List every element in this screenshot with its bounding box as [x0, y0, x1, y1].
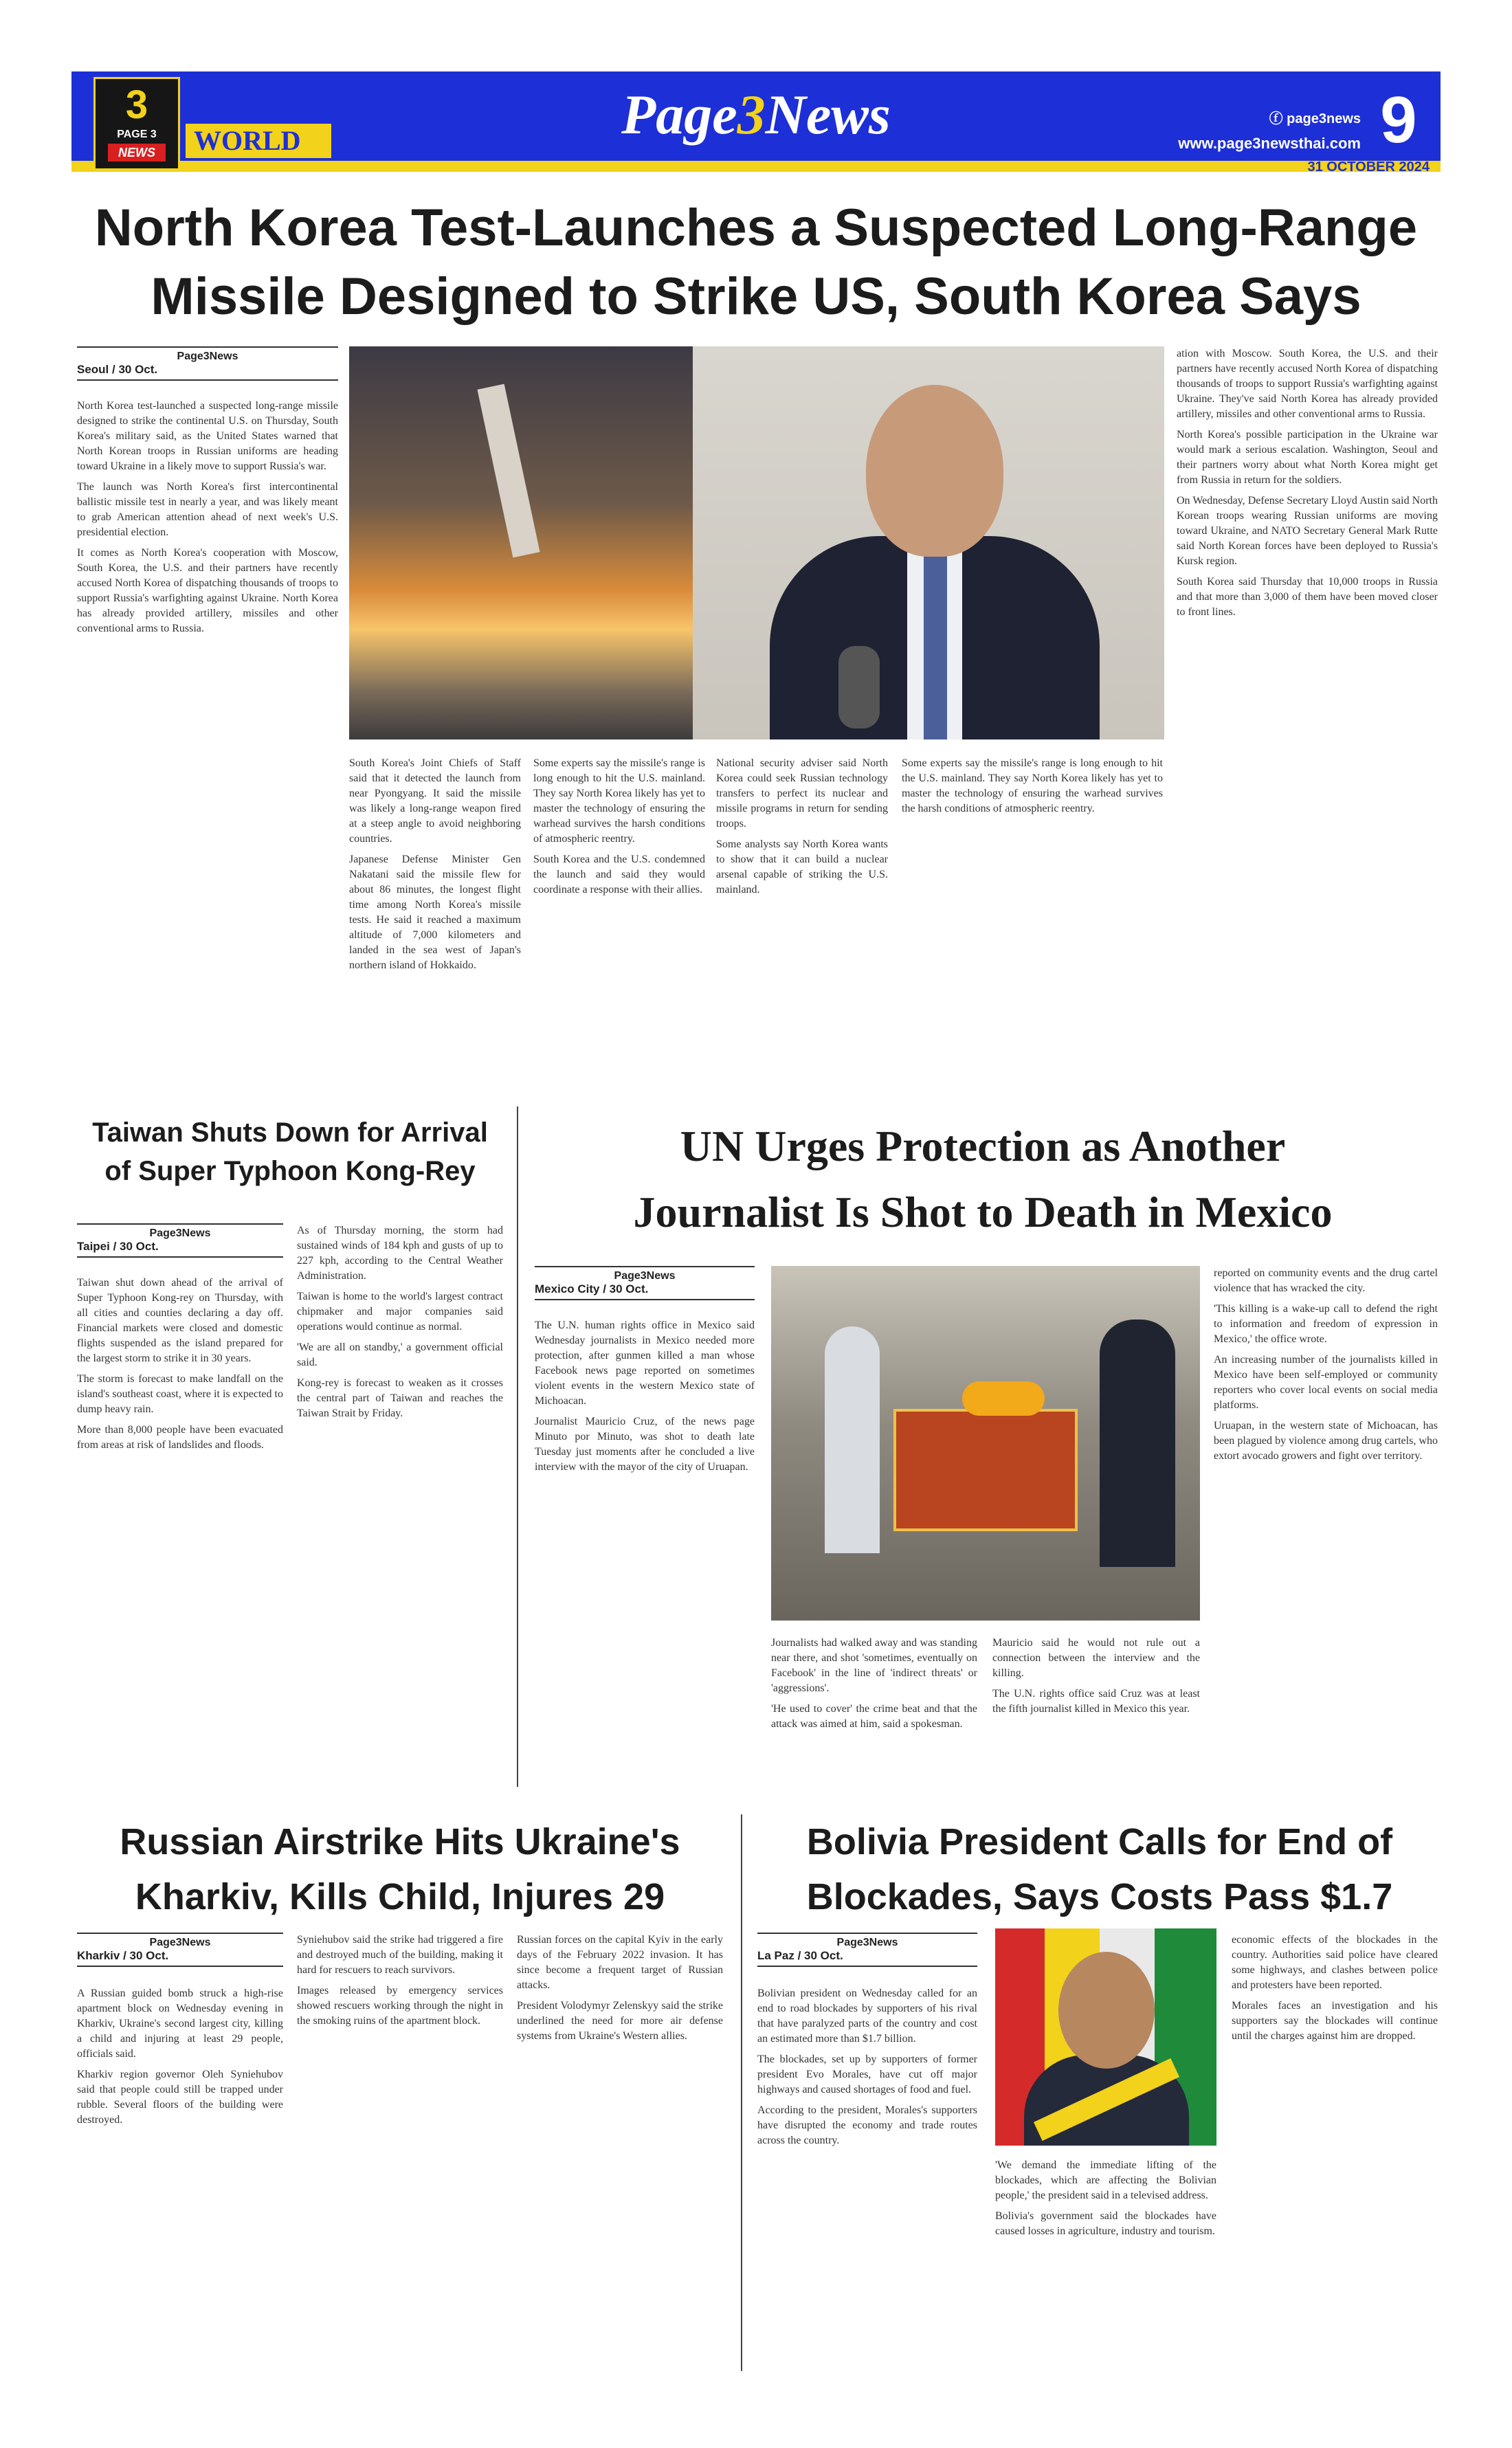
kharkiv-c3-p1: Russian forces on the capital Kyiv in the early days of the February 2022 invasion. It has since become a frequent target of Russian attacks.	[517, 1934, 723, 1991]
taiwan-c2-p2: Taiwan is home to the world's largest contract chipmaker and major companies said operations would continue as normal.	[297, 1291, 503, 1333]
un-c4-p1: reported on community events and the drug cartel violence that has wracked the city.	[1214, 1267, 1438, 1294]
bolivia-c2-p2: Bolivia's government said the blockades have caused losses in agriculture, industry and tourism.	[995, 2210, 1216, 2237]
coffin-shape	[893, 1409, 1078, 1531]
kharkiv-c1-p2: Kharkiv region governor Oleh Syniehubov said that people could still be trapped under rubble. Several floors of the building were destroyed.	[77, 2069, 283, 2126]
un-c1-p1: The U.N. human rights office in Mexico said Wednesday journalists in Mexico needed more protection, after gunmen killed a man whose Facebook news page reported on sometimes violent events in the western Mexico state of Michoacan.	[535, 1320, 755, 1407]
column-divider-bottom	[741, 1814, 742, 2371]
nk-column-4	[716, 756, 888, 1086]
nk-headline-line1: North Korea Test-Launches a Suspected Long-Range	[94, 199, 1418, 257]
nk-c5-p2: North Korea's possible participation in the Ukraine war would mark a serious escalation. Washington, Seoul and their partners worry about what North Korea might get from Russia in return for the soldiers.	[1177, 429, 1438, 486]
un-c2-p1: Journalists had walked away and was standing near there, and shot 'sometimes, eventually on Facebook' in the line of 'indirect threats' or 'aggressions'.	[771, 1637, 977, 1694]
nk-c3-p2: South Korea and the U.S. condemned the launch and said they would coordinate a response with their allies.	[533, 854, 705, 895]
kharkiv-column-3	[517, 1933, 723, 2372]
un-column-1	[535, 1318, 755, 1785]
nk-c4-p2: Some analysts say North Korea wants to show that it can build a nuclear arsenal capable of striking the U.S. mainland.	[716, 838, 888, 895]
flowers-shape	[962, 1381, 1045, 1416]
un-c2-p2: 'He used to cover' the crime beat and that the attack was aimed at him, said a spokesman.	[771, 1703, 977, 1730]
taiwan-c1-p2: The storm is forecast to make landfall on the island's southeast coast, where it is expected to dump heavy rain.	[77, 1373, 283, 1415]
nk-headline-line2: Missile Designed to Strike US, South Korea Says	[151, 267, 1361, 326]
nk-c3-p1: Some experts say the missile's range is long enough to hit the U.S. mainland. They say North Korea likely has yet to master the technology of ensuring the warhead survives the harsh conditions of atmospheric reentry.	[533, 757, 705, 845]
un-c1-p2: Journalist Mauricio Cruz, of the news page Minuto por Minuto, was shot to death late Tuesday just moments after he concluded a live interview with the mayor of the city of Uruapan.	[535, 1416, 755, 1473]
un-source: Page3News	[614, 1270, 676, 1282]
facebook-handle	[1134, 107, 1361, 127]
kharkiv-column-1	[77, 1986, 283, 2371]
nk-c2-p2: Japanese Defense Minister Gen Nakatani said the missile flew for about 86 minutes, the longest flight time among North Korea's missile tests. He said it reached a maximum altitude of 7,000 kilometers and landed in the sea west of Japan's northern island of Hokkaido.	[349, 854, 521, 971]
nk-c1-p3: It comes as North Korea's cooperation with Moscow, South Korea, the U.S. and their partners have recently accused North Korea of dispatching thousands of troops to support Russia's warfighting against Ukraine. North Korea has already provided artillery, missiles and other conventional arms to Russia.	[77, 547, 338, 634]
brand-wordmark	[584, 77, 928, 153]
pallbearer-right	[1100, 1320, 1175, 1567]
bolivia-column-2	[995, 2158, 1216, 2371]
taiwan-c2-p3: 'We are all on standby,' a government official said.	[297, 1342, 503, 1368]
taiwan-source: Page3News	[149, 1227, 211, 1239]
nk-c2-p1: South Korea's Joint Chiefs of Staff said that it detected the launch from near Pyongyang. It said the missile was likely a long-range weapon fired at a steep angle to avoid neighboring countries.	[349, 757, 521, 845]
kharkiv-headline-line2: Kharkiv, Kills Child, Injures 29	[135, 1876, 665, 1917]
nk-column-4b	[902, 756, 1163, 1086]
un-dateline: Mexico City / 30 Oct.	[535, 1282, 649, 1295]
nk-headline	[71, 194, 1441, 331]
kharkiv-headline-line1: Russian Airstrike Hits Ukraine's	[120, 1821, 680, 1862]
logo-number: 3	[125, 82, 148, 127]
facebook-icon: ⓕ	[1269, 111, 1287, 126]
nk-c5-p3: On Wednesday, Defense Secretary Lloyd Austin said North Korean troops wearing Russian uniforms are moving toward Ukraine, and NATO Secretary General Mark Rutte said North Korean forces have been deployed to Russia's Kursk region.	[1177, 495, 1438, 567]
page3-logo	[93, 77, 180, 170]
kharkiv-c2-p2: Images released by emergency services showed rescuers working through the night in the smoking ruins of the apartment block.	[297, 1985, 503, 2027]
un-c3-p1: Mauricio said he would not rule out a connection between the interview and the killing.	[992, 1637, 1200, 1679]
bolivia-c1-p2: The blockades, set up by supporters of former president Evo Morales, have cut off major highways and caused shortages of food and fuel.	[757, 2054, 977, 2095]
bolivia-dateline: La Paz / 30 Oct.	[757, 1949, 843, 1962]
nk-dateline: Seoul / 30 Oct.	[77, 363, 158, 376]
kharkiv-dateline: Kharkiv / 30 Oct.	[77, 1949, 169, 1962]
un-c4-p4: Uruapan, in the western state of Michoacan, has been plagued by violence among drug cartels, who extort avocado growers and fight over territory.	[1214, 1420, 1438, 1462]
brand-pre: Page	[621, 83, 737, 146]
taiwan-column-2	[297, 1223, 503, 1784]
pallbearer-left	[825, 1326, 880, 1553]
portrait-tie	[924, 550, 947, 739]
bolivia-c1-p3: According to the president, Morales's supporters have disrupted the economy and trade routes across the country.	[757, 2104, 977, 2146]
kharkiv-headline	[77, 1814, 723, 1924]
un-c4-p3: An increasing number of the journalists killed in Mexico have been self-employed or community reporters who cover local events on social media platforms.	[1214, 1354, 1438, 1411]
brand-post: News	[765, 83, 891, 146]
brand-num: 3	[737, 83, 766, 146]
bolivia-byline	[757, 1933, 977, 1967]
nk-c4-p1: National security adviser said North Korea could seek Russian technology transfers to perfect its nuclear and missile programs in return for sending troops.	[716, 757, 888, 830]
taiwan-headline	[77, 1113, 503, 1190]
taiwan-byline	[77, 1223, 283, 1258]
un-column-4	[1214, 1266, 1438, 1788]
page-number: 9	[1380, 83, 1417, 157]
microphone-icon	[838, 646, 880, 728]
taiwan-c1-p3: More than 8,000 people have been evacuated from areas at risk of landslides and floods.	[77, 1424, 283, 1451]
section-label: WORLD	[186, 124, 331, 158]
nk-c1-p2: The launch was North Korea's first intercontinental ballistic missile test in nearly a year, and was likely meant to grab American attention ahead of next week's U.S. presidential election.	[77, 481, 338, 538]
un-headline-line2: Journalist Is Shot to Death in Mexico	[633, 1188, 1333, 1236]
nk-c4b-p1: Some experts say the missile's range is long enough to hit the U.S. mainland. They say North Korea likely has yet to master the technology of ensuring the warhead survives the harsh conditions of atmospheric reentry.	[902, 757, 1163, 814]
un-column-2	[771, 1636, 977, 1787]
nk-byline	[77, 346, 338, 381]
bolivia-column-3	[1232, 1933, 1438, 2372]
taiwan-column-1	[77, 1276, 283, 1784]
facebook-text: page3news	[1287, 111, 1361, 126]
kharkiv-c2-p1: Syniehubov said the strike had triggered a fire and destroyed much of the building, making it hard for rescuers to reach survivors.	[297, 1934, 503, 1976]
logo-news: NEWS	[108, 144, 166, 162]
kharkiv-byline	[77, 1933, 283, 1967]
un-headline	[529, 1113, 1436, 1245]
taiwan-headline-line1: Taiwan Shuts Down for Arrival	[92, 1117, 488, 1148]
bolivia-headline-line1: Bolivia President Calls for End of	[806, 1821, 1393, 1862]
nk-column-5	[1177, 346, 1438, 1089]
un-headline-line1: UN Urges Protection as Another	[680, 1122, 1286, 1170]
bolivia-c3-p1: economic effects of the blockades in the country. Authorities said police have cleared some highways, and clashes between police and protesters have been reported.	[1232, 1934, 1438, 1991]
nk-source: Page3News	[177, 350, 238, 362]
nk-column-2	[349, 756, 521, 1100]
logo-page: PAGE 3	[117, 129, 157, 140]
taiwan-c1-p1: Taiwan shut down ahead of the arrival of Super Typhoon Kong-rey on Thursday, with all cities and counties declaring a day off. Financial markets were closed and domestic flights suspended as the island prepared for the largest storm to strike it in 30 years.	[77, 1277, 283, 1364]
bolivia-c2-p1: 'We demand the immediate lifting of the blockades, which are affecting the Bolivian people,' the president said in a televised address.	[995, 2159, 1216, 2201]
nk-c5-p4: South Korea said Thursday that 10,000 troops in Russia and that more than 3,000 of them have been moved closer to front lines.	[1177, 576, 1438, 618]
nk-c5-p1: ation with Moscow. South Korea, the U.S. and their partners have recently accused North Korea of dispatching thousands of troops to support Russia's warfighting against Ukraine. They've said North Korea has already provided artillery, missiles and other conventional arms to Russia.	[1177, 348, 1438, 420]
kharkiv-source: Page3News	[149, 1937, 211, 1948]
kharkiv-c3-p2: President Volodymyr Zelenskyy said the strike underlined the need for more air defense systems from Ukraine's Western allies.	[517, 2000, 723, 2042]
column-divider	[517, 1106, 518, 1787]
un-byline	[535, 1266, 755, 1300]
taiwan-headline-line2: of Super Typhoon Kong-Rey	[104, 1156, 476, 1186]
bolivia-c3-p2: Morales faces an investigation and his supporters say the blockades will continue until the charges against him are dropped.	[1232, 2000, 1438, 2042]
bolivia-source: Page3News	[836, 1937, 898, 1948]
un-c3-p2: The U.N. rights office said Cruz was at least the fifth journalist killed in Mexico this year.	[992, 1688, 1200, 1715]
bolivia-column-1	[757, 1986, 977, 2371]
nk-c1-p1: North Korea test-launched a suspected long-range missile designed to strike the continental U.S. on Thursday, South Korea's military said, as the United States warned that North Korean troops in Russian uniforms are heading toward Ukraine in a likely move to support Russia's war.	[77, 400, 338, 472]
president-head	[1058, 1952, 1155, 2069]
nk-column-3	[533, 756, 705, 1100]
taiwan-dateline: Taipei / 30 Oct.	[77, 1240, 159, 1253]
taiwan-c2-p4: Kong-rey is forecast to weaken as it crosses the central part of Taiwan and reaches the Taiwan Strait by Friday.	[297, 1377, 503, 1419]
taiwan-c2-p1: As of Thursday morning, the storm had sustained winds of 184 kph and gusts of up to 227 kph, according to the Central Weather Administration.	[297, 1225, 503, 1282]
un-c4-p2: 'This killing is a wake-up call to defend the right to information and freedom of expression in Mexico,' the office wrote.	[1214, 1303, 1438, 1345]
website-url: www.page3newsthai.com	[1178, 135, 1361, 152]
portrait-head	[866, 385, 1003, 557]
bolivia-c1-p1: Bolivian president on Wednesday called for an end to road blockades by supporters of his rival that have paralyzed parts of the country and cost an estimated more than $1.7 billion.	[757, 1988, 977, 2045]
bolivia-headline-line2: Blockades, Says Costs Pass $1.7	[806, 1876, 1393, 1917]
issue-date: 31 OCTOBER 2024	[1307, 159, 1430, 175]
kharkiv-c1-p1: A Russian guided bomb struck a high-rise apartment block on Wednesday evening in Kharkiv, Ukraine's second largest city, killing a child and injuring at least 29 people, officials said.	[77, 1988, 283, 2060]
kharkiv-column-2	[297, 1933, 503, 2372]
un-column-3	[992, 1636, 1200, 1787]
nk-column-1	[77, 399, 338, 1093]
